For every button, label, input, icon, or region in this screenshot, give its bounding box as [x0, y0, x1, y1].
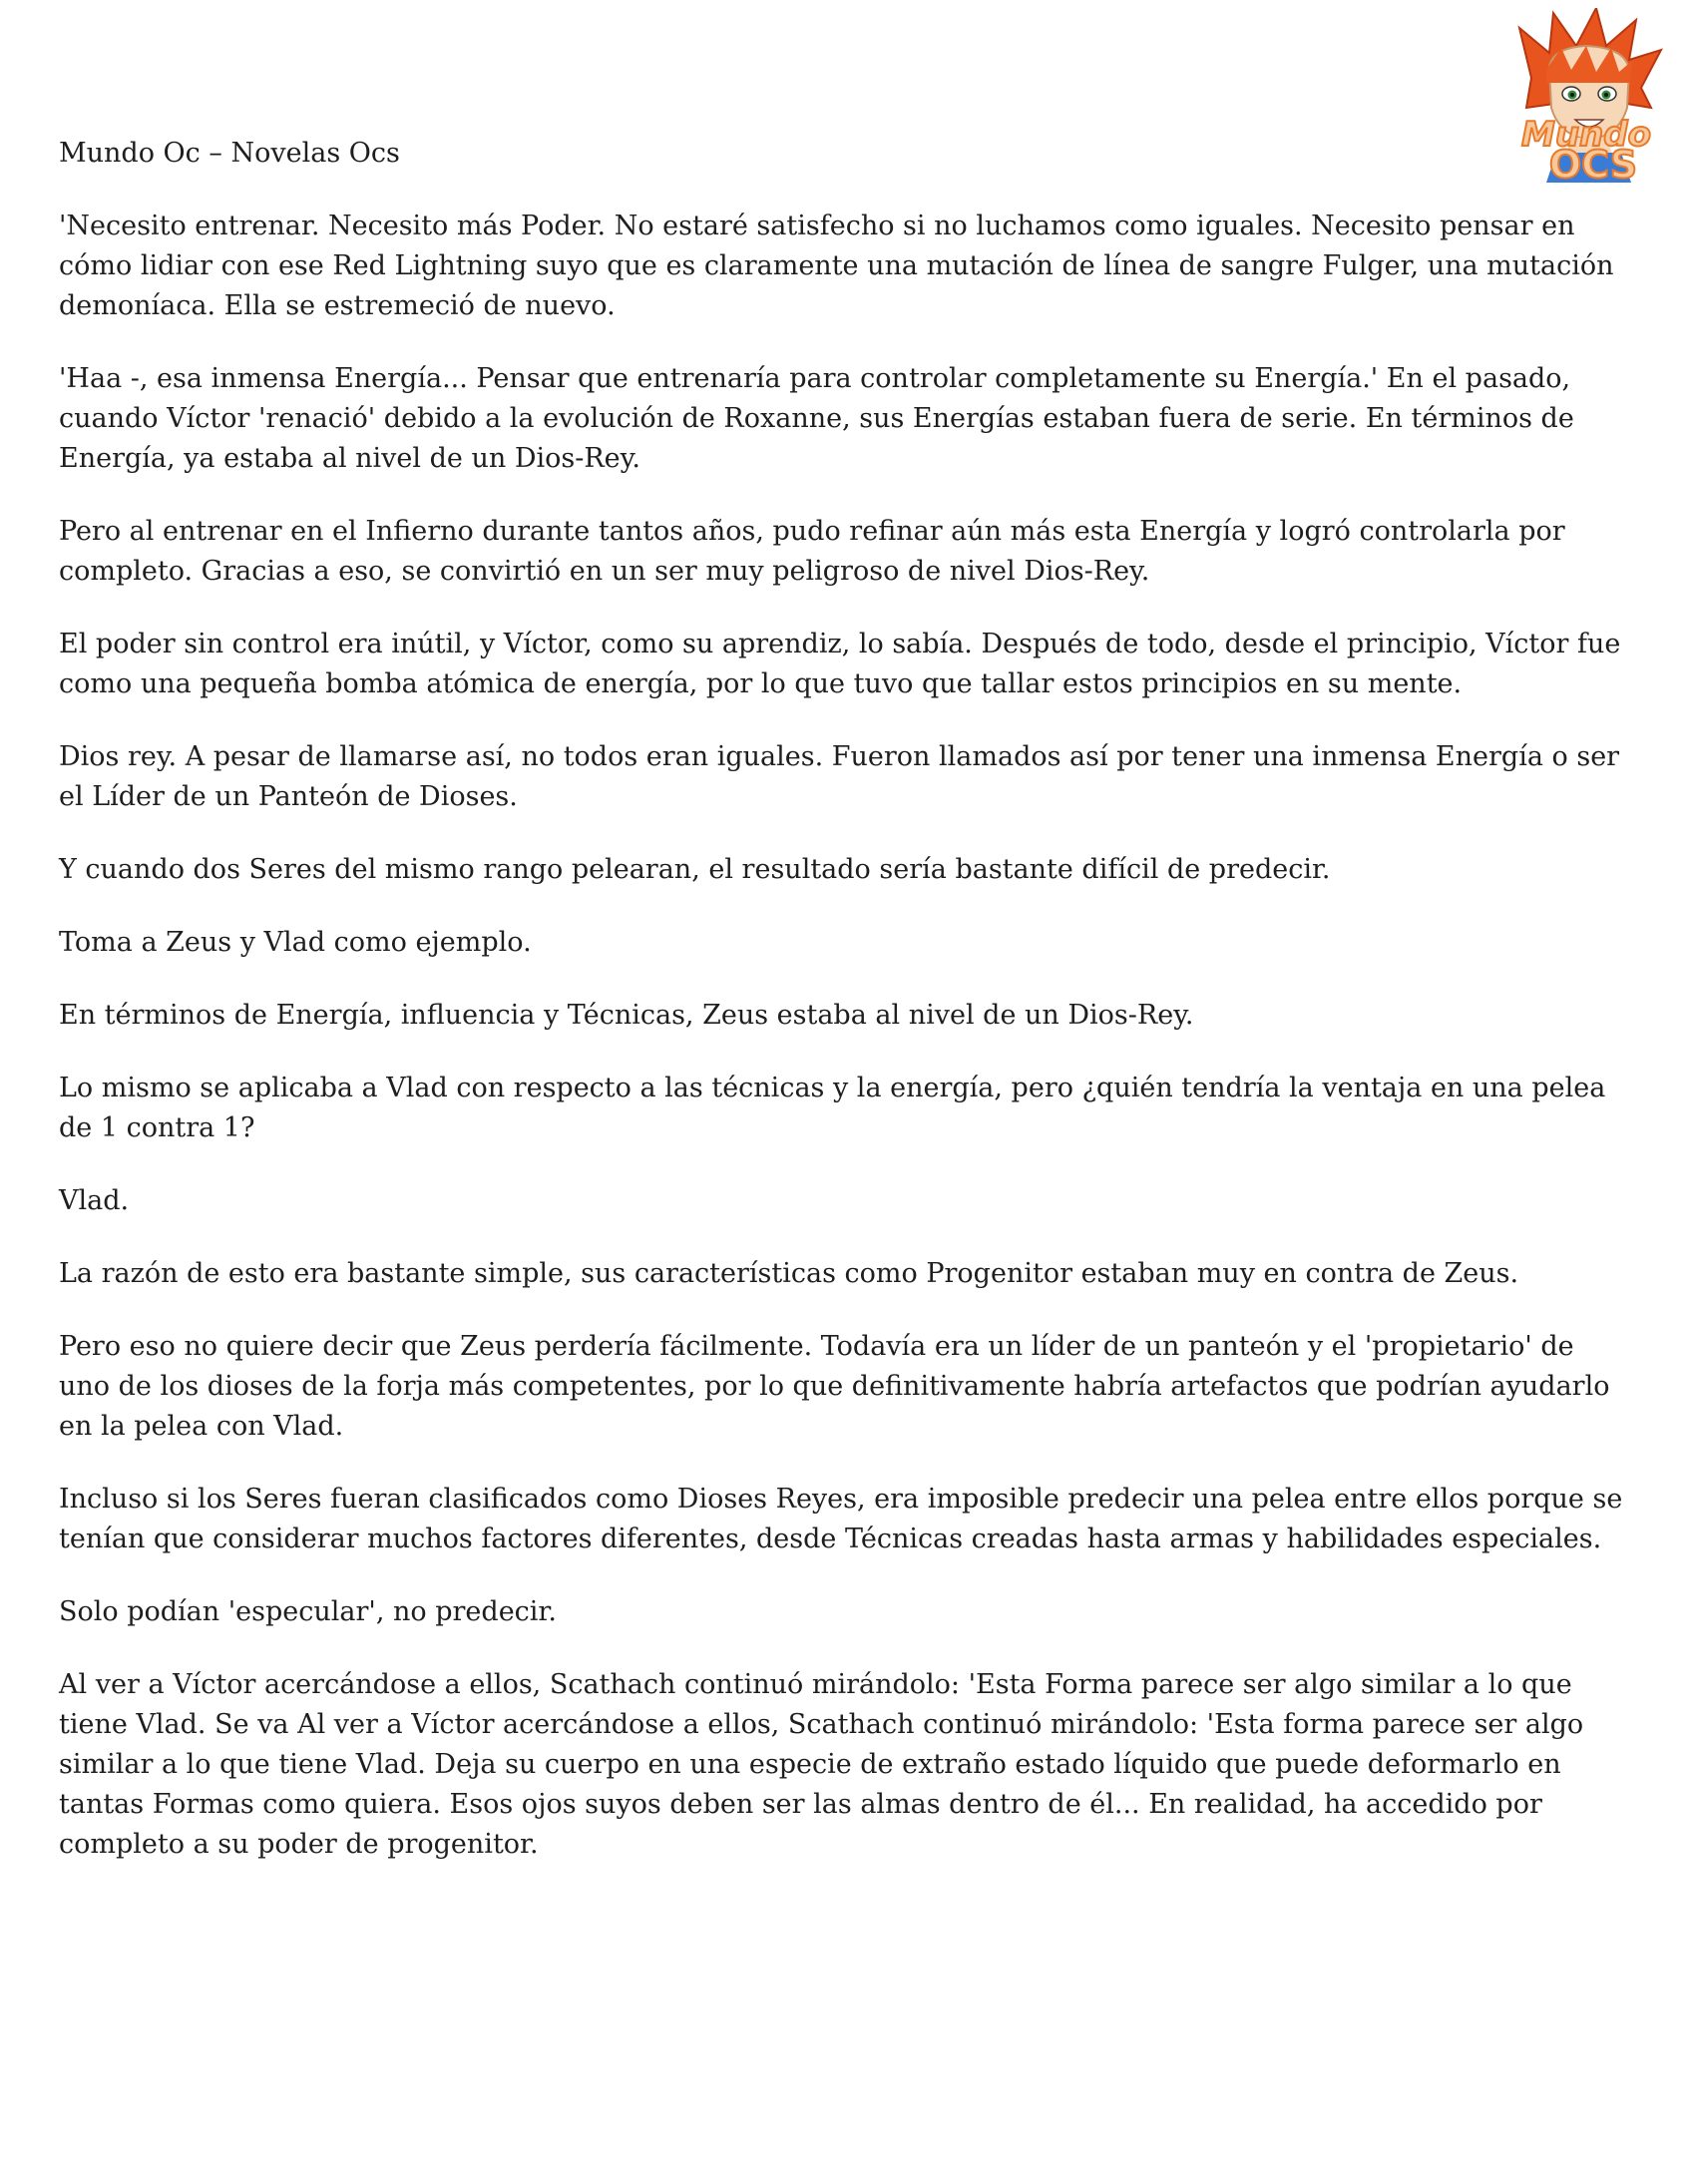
- paragraph: La razón de esto era bastante simple, sus características como Progenitor estaban muy en contra de Zeus.: [59, 1258, 1519, 1289]
- paragraph: Al ver a Víctor acercándose a ellos, Scathach continuó mirándolo: 'Esta Forma parece ser algo similar a lo que tiene Vlad. Se va Al ver a Víctor acercándose a ellos, Scathach continuó mirándolo: 'Esta forma parece ser algo similar a lo que tiene Vlad. Deja su cuerpo en una especie de extraño estado líquido que puede deformarlo en tantas Formas como quiera. Esos ojos suyos deben ser las almas dentro de él... En realidad, ha accedido por completo a su poder de progenitor.: [59, 1669, 1584, 1860]
- document-header: Mundo Oc – Novelas Ocs: [59, 138, 400, 169]
- document-body: [59, 134, 1625, 1898]
- paragraph: Toma a Zeus y Vlad como ejemplo.: [59, 927, 532, 958]
- paragraph: Incluso si los Seres fueran clasificados como Dioses Reyes, era imposible predecir una pelea entre ellos porque se tenían que considerar muchos factores diferentes, desde Técnicas creadas hasta armas y habilidades especiales.: [59, 1484, 1623, 1554]
- paragraph: Y cuando dos Seres del mismo rango pelearan, el resultado sería bastante difícil de predecir.: [59, 854, 1331, 885]
- paragraph: Lo mismo se aplicaba a Vlad con respecto a las técnicas y la energía, pero ¿quién tendría la ventaja en una pelea de 1 contra 1?: [59, 1073, 1606, 1143]
- paragraph: Dios rey. A pesar de llamarse así, no todos eran iguales. Fueron llamados así por tener una inmensa Energía o ser el Líder de un Panteón de Dioses.: [59, 741, 1620, 812]
- paragraph: En términos de Energía, influencia y Técnicas, Zeus estaba al nivel de un Dios-Rey.: [59, 1000, 1194, 1031]
- logo-text-mundo: Mundo: [1521, 115, 1651, 155]
- paragraph: 'Necesito entrenar. Necesito más Poder. No estaré satisfecho si no luchamos como iguales. Necesito pensar en cómo lidiar con ese Red Lightning suyo que es claramente una mutación de línea de sangre Fulger, una mutación demoníaca. Ella se estremeció de nuevo.: [59, 211, 1614, 321]
- paragraph: 'Haa -, esa inmensa Energía... Pensar que entrenaría para controlar completamente su Energía.' En el pasado, cuando Víctor 'renació' debido a la evolución de Roxanne, sus Energías estaban fuera de serie. En términos de Energía, ya estaba al nivel de un Dios-Rey.: [59, 363, 1574, 474]
- paragraph: Pero eso no quiere decir que Zeus perdería fácilmente. Todavía era un líder de un panteón y el 'propietario' de uno de los dioses de la forja más competentes, por lo que definitivamente habría artefactos que podrían ayudarlo en la pelea con Vlad.: [59, 1331, 1610, 1442]
- paragraph: Vlad.: [59, 1185, 130, 1216]
- paragraph: Pero al entrenar en el Infierno durante tantos años, pudo refinar aún más esta Energía y logró controlarla por completo. Gracias a eso, se convirtió en un ser muy peligroso de nivel Dios-Rey.: [59, 516, 1565, 587]
- paragraph: Solo podían 'especular', no predecir.: [59, 1596, 557, 1627]
- paragraph: El poder sin control era inútil, y Víctor, como su aprendiz, lo sabía. Después de todo, desde el principio, Víctor fue como una pequeña bomba atómica de energía, por lo que tuvo que tallar estos principios en su mente.: [59, 629, 1621, 699]
- logo-text-ocs: OCS: [1548, 143, 1638, 183]
